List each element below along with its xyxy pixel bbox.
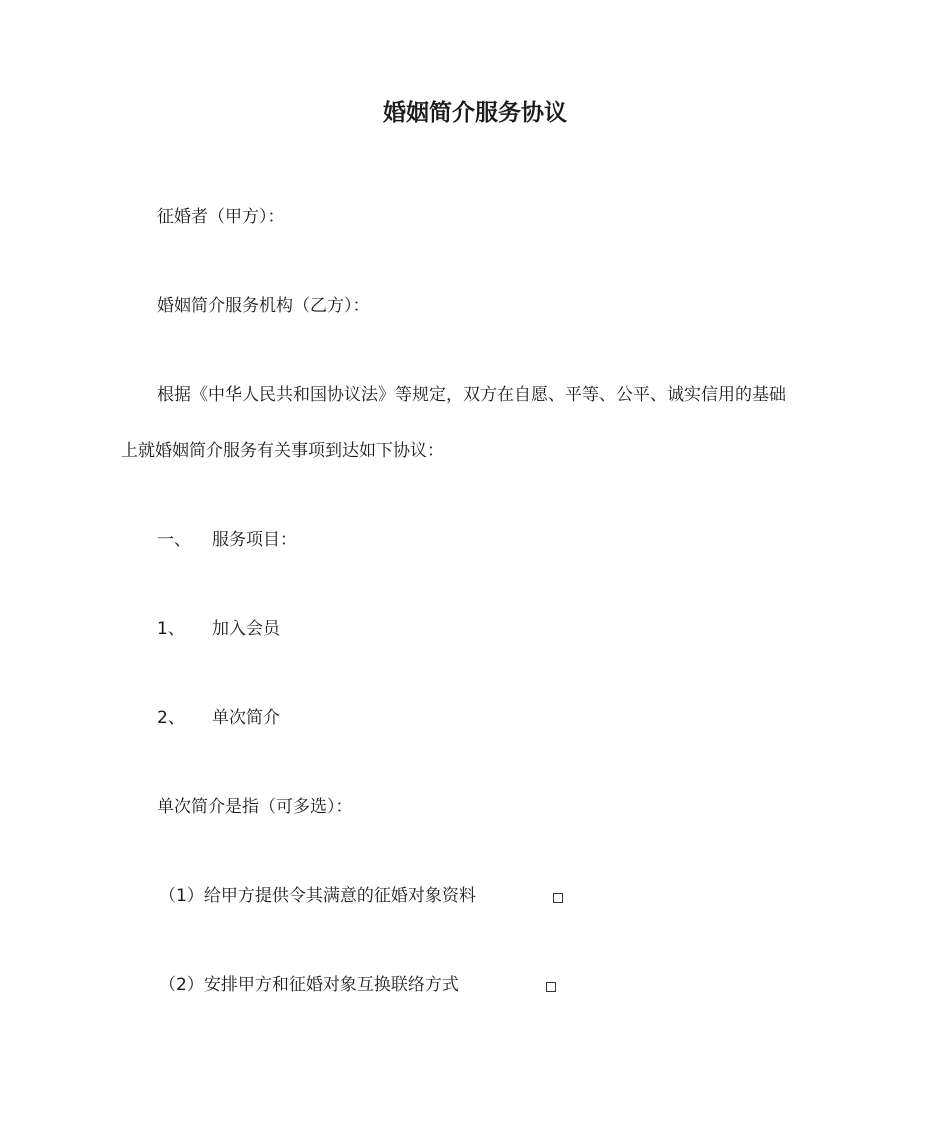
item-label: 单次简介: [212, 708, 280, 728]
item-label: 加入会员: [212, 619, 280, 639]
party-b-line: 婚姻简介服务机构（乙方）：: [157, 296, 370, 316]
option-2-checkbox[interactable]: [546, 982, 556, 992]
option-line: （2）安排甲方和征婚对象互换联络方式: [159, 975, 459, 995]
section-service-items: [157, 528, 297, 552]
list-item: [157, 617, 280, 641]
list-item: [157, 706, 280, 730]
section-number: 一、: [157, 530, 191, 550]
party-a-line: 征婚者（甲方）：: [157, 207, 285, 227]
intro-line-1: 根据《中华人民共和国协议法》等规定，双方在自愿、平等、公平、诚实信用的基础: [157, 385, 786, 405]
option-1-checkbox[interactable]: [553, 893, 563, 903]
intro-line-2: 上就婚姻简介服务有关事项到达如下协议：: [121, 441, 444, 461]
document-title: 婚姻简介服务协议: [383, 100, 567, 126]
single-intro-definition: 单次简介是指（可多选）：: [157, 797, 353, 817]
item-number: 2、: [157, 708, 185, 728]
option-line: （1）给甲方提供令其满意的征婚对象资料: [159, 886, 476, 906]
item-number: 1、: [157, 619, 185, 639]
section-label: 服务项目：: [212, 530, 297, 550]
